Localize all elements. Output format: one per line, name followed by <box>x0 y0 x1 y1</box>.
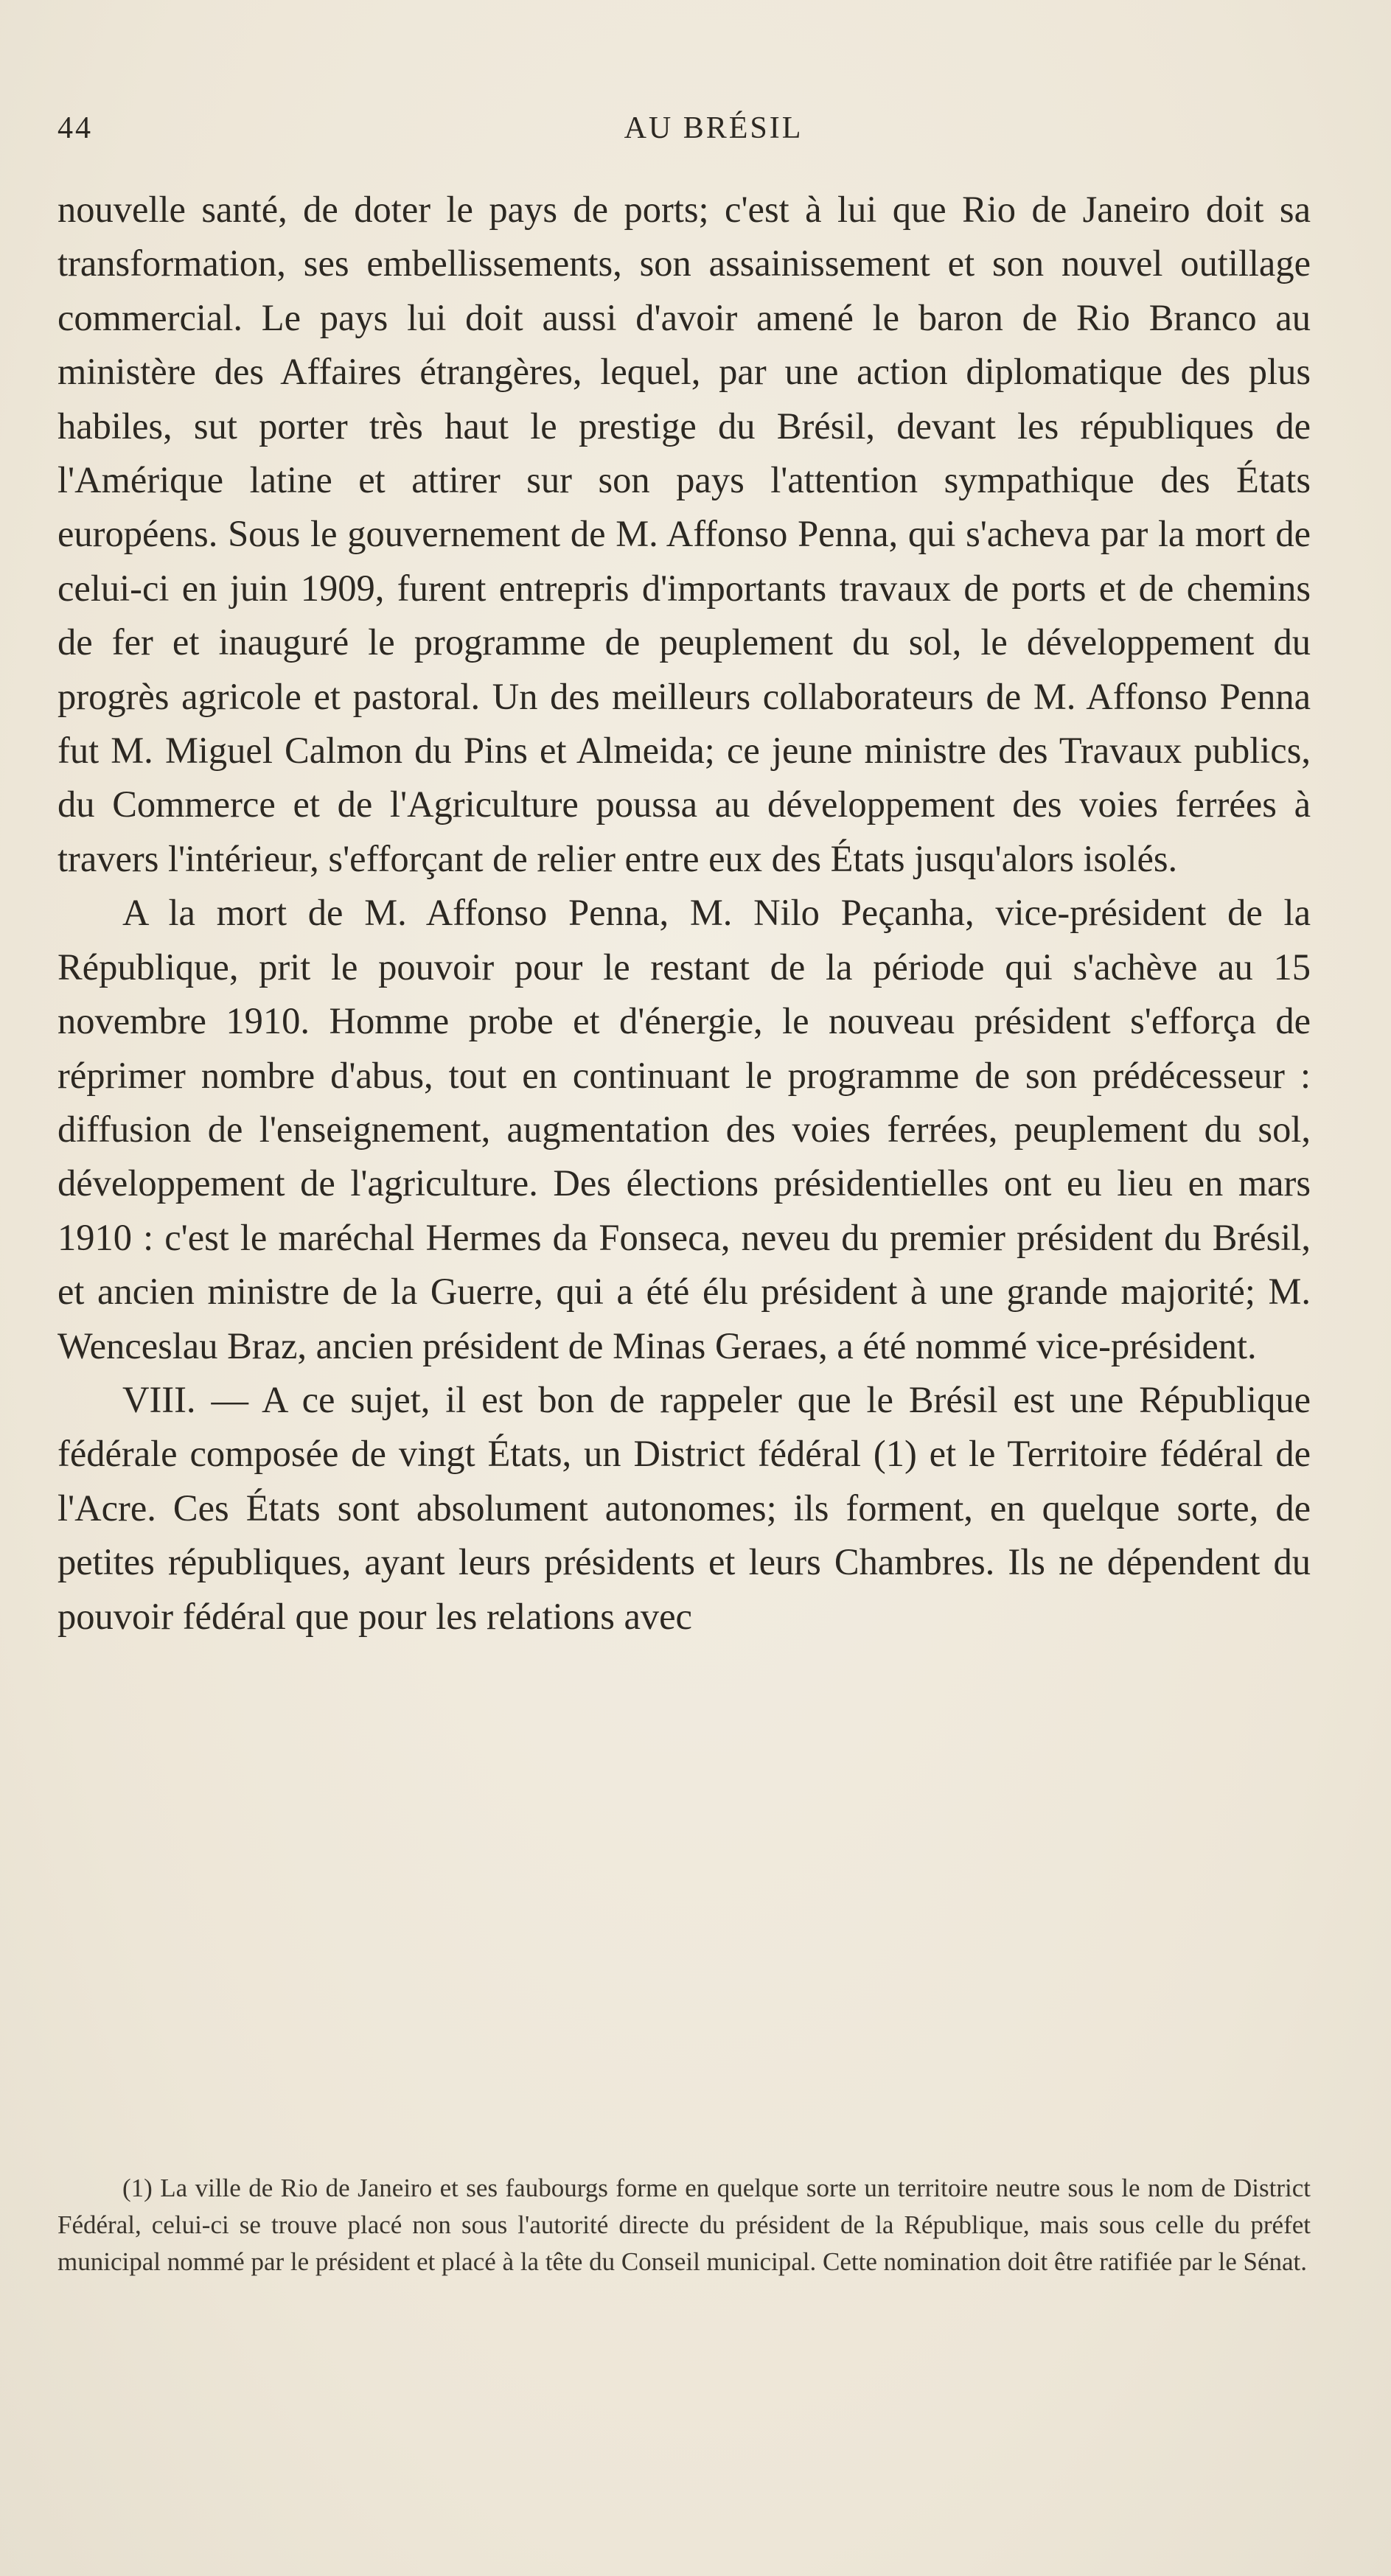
paragraph-continuation: nouvelle santé, de doter le pays de ports; c'est à lui que Rio de Janeiro doit sa transformation, ses embellissements, son assainissement et son nouvel outillage commercial. Le pays lui doit aussi d'avoir amené le baron de Rio Branco au ministère des Affaires étrangères, lequel, par une action diplomatique des plus habiles, sut porter très haut le prestige du Brésil, devant les républiques de l'Amérique latine et attirer sur son pays l'attention sympathique des États européens. Sous le gouvernement de M. Affonso Penna, qui s'acheva par la mort de celui-ci en juin 1909, furent entrepris d'importants travaux de ports et de chemins de fer et inauguré le programme de peuplement du sol, le développement du progrès agricole et pastoral. Un des meilleurs collaborateurs de M. Affonso Penna fut M. Miguel Calmon du Pins et Almeida; ce jeune ministre des Travaux publics, du Commerce et de l'Agriculture poussa au développement des voies ferrées à travers l'intérieur, s'efforçant de relier entre eux des États jusqu'alors isolés. <box>57 189 1311 879</box>
running-head <box>57 111 1311 155</box>
paragraph-section-viii: VIII. — A ce sujet, il est bon de rappeler que le Brésil est une République fédérale composée de vingt États, un District fédéral (1) et le Territoire fédéral de l'Acre. Ces États sont absolument autonomes; ils forment, en quelque sorte, de petites républiques, ayant leurs présidents et leurs Chambres. Ils ne dépendent du pouvoir fédéral que pour les relations avec <box>57 1378 1311 1637</box>
footnote: (1) La ville de Rio de Janeiro et ses faubourgs forme en quelque sorte un territoire neutre sous le nom de District Fédéral, celui-ci se trouve placé non sous l'autorité directe du président de la République, mais sous celle du préfet municipal nommé par le président et placé à la tête du Conseil municipal. Cette nomination doit être ratifiée par le Sénat. <box>57 2174 1311 2276</box>
running-title: AU BRÉSIL <box>624 111 803 145</box>
page-number: 44 <box>57 111 93 145</box>
body-text <box>57 183 1311 1644</box>
paragraph-nilo-pecanha: A la mort de M. Affonso Penna, M. Nilo Peçanha, vice-président de la République, prit le pouvoir pour le restant de la période qui s'achève au 15 novembre 1910. Homme probe et d'énergie, le nouveau président s'efforça de réprimer nombre d'abus, tout en continuant le programme de son prédécesseur : diffusion de l'enseignement, augmentation des voies ferrées, peuplement du sol, développement de l'agriculture. Des élections présidentielles ont eu lieu en mars 1910 : c'est le maréchal Hermes da Fonseca, neveu du premier président du Brésil, et ancien ministre de la Guerre, qui a été élu président à une grande majorité; M. Wenceslau Braz, ancien président de Minas Geraes, a été nommé vice-président. <box>57 892 1311 1366</box>
